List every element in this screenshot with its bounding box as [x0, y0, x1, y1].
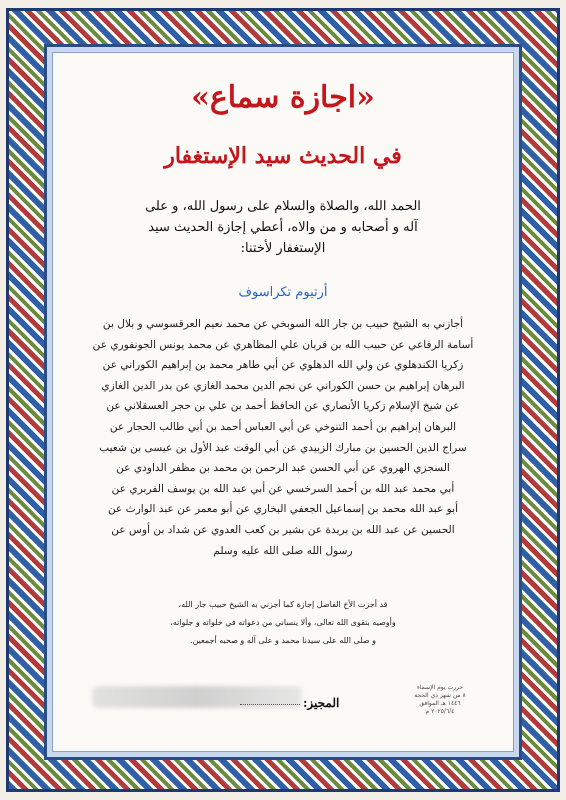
chain-line: أجازني به الشيخ حبيب بن جار الله السوبخي عن محمد نعيم العرقسوسي و بلال بن — [102, 318, 464, 330]
signature-label: المجيز: — [303, 696, 340, 710]
closing-line: و صلى الله على سيدنا محمد و على آله و صحبه أجمعين. — [189, 636, 376, 645]
closing-line: قد أجزت الأخ الفاضل إجازة كما أجزني به الشيخ حبيب جار الله، — [178, 600, 388, 609]
intro-line: الإستغفار لأختنا: — [240, 241, 326, 256]
chain-line: السجزي الهروي عن أبي الحسن عبد الرحمن بن محمد بن مظفر الداودي عن — [116, 462, 450, 475]
stamp-line: ١٤٤٦ هـ الموافق — [419, 700, 461, 707]
chain-line: سراج الدين الحسين بن مبارك الزبيدي عن أبي الوقت عبد الأول بن عيسى بن شعيب — [99, 441, 467, 454]
isnad-chain — [72, 314, 494, 561]
closing-line: وأوصيه بتقوى الله تعالى، وألا ينساني من دعواته في خلواته و جلواته، — [170, 618, 396, 627]
chain-line: عن شيخ الإسلام زكريا الأنصاري عن الحافظ أحمد بن علي بن حجر العسقلاني عن — [106, 400, 460, 413]
intro-paragraph — [90, 196, 476, 259]
chain-line: أسامة الرفاعي عن حبيب الله بن قربان علي المظاهري عن محمد يونس الجونفوري عن — [92, 338, 474, 351]
chain-line: البرهان إبراهيم بن حسن الكوراني عن نجم الدين محمد الغازي عن بدر الدين الغازي — [101, 379, 465, 392]
certificate-title: «اجازة سماع» — [191, 80, 375, 115]
recipient-name: أرتيوم تكراسوف — [238, 285, 328, 300]
chain-line: الحسين عن عبد الله بن بريدة عن بشير بن كعب العدوي عن شداد بن أوس عن — [111, 523, 455, 536]
intro-line: آله و أصحابه و من والاه، أعطي إجازة الحديث سيد — [148, 220, 418, 235]
chain-line: البرهان إبراهيم بن أحمد التنوخي عن أبي العباس أحمد بن أبي طالب الحجار عن — [109, 420, 457, 433]
chain-line: أبي محمد عبد الله بن أحمد السرخسي عن أبي عبد الله بن يوسف الفربري عن — [111, 482, 455, 495]
intro-line: الحمد الله، والصلاة والسلام على رسول الله، و على — [145, 199, 421, 214]
chain-line: زكريا الكندهلوي عن ولي الله الدهلوي عن أبي طاهر محمد بن إبراهيم الكوراني عن — [102, 359, 464, 372]
certificate-subtitle: في الحديث سيد الإستغفار — [164, 143, 402, 169]
signature-line — [240, 704, 300, 705]
closing-note — [100, 596, 466, 650]
stamp-line: ٢٠٢٥/٦/٤ م — [425, 708, 455, 715]
chain-line: رسول الله صلى الله عليه وسلم — [213, 544, 353, 557]
chain-line: أبو عبد الله محمد بن إسماعيل الجعفي البخاري عن أبو معمر عن عبد الوارث عن — [107, 503, 459, 516]
stamp-line: حررت يوم الإسماء — [416, 684, 464, 691]
stamp-line: ٨ من شهر ذي الحجة — [414, 692, 466, 699]
date-stamp — [404, 684, 476, 716]
